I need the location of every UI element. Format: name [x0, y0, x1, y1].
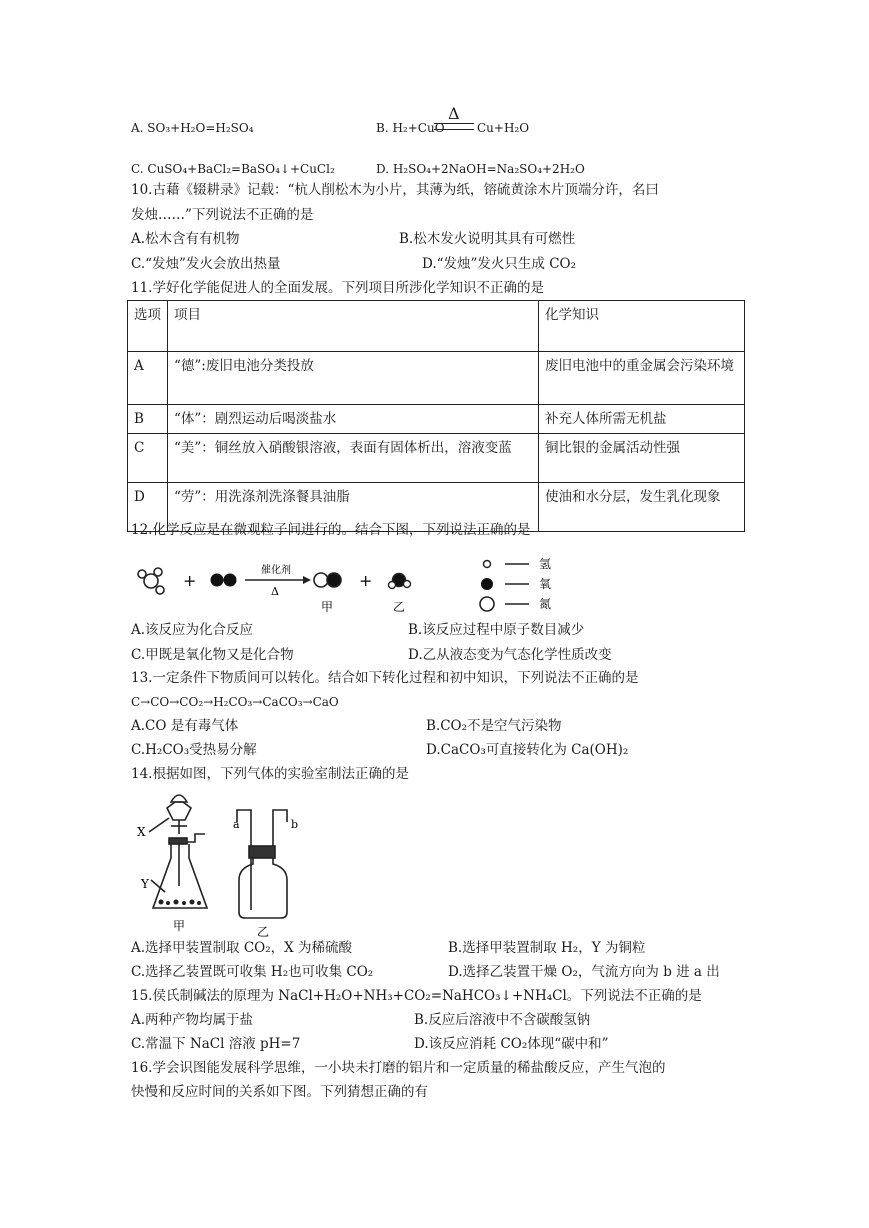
- q14-option-d: D.选择乙装置干燥 O₂，气流方向为 b 进 a 出: [448, 964, 720, 980]
- table-row: [128, 352, 745, 405]
- q9-option-b-delta: Δ: [448, 104, 460, 123]
- label-jia: 甲: [321, 600, 334, 614]
- label-y: Y: [141, 877, 149, 891]
- h2o-molecule-icon: [389, 574, 411, 589]
- label-a: a: [233, 818, 240, 831]
- table-row: [128, 434, 745, 483]
- legend-nitrogen: 氮: [539, 597, 552, 611]
- label-yi: 乙: [393, 600, 406, 614]
- solid-particles: [159, 900, 202, 906]
- row-knowledge: 废旧电池中的重金属会污染环境: [539, 352, 745, 405]
- q12-option-d: D.乙从液态变为气态化学性质改变: [408, 647, 612, 663]
- q16-stem-line2: 快慢和反应时间的关系如下图。下列猜想正确的有: [131, 1084, 428, 1100]
- no-molecule-icon: [314, 573, 341, 587]
- table-row: [128, 405, 745, 434]
- q10-option-c: C.“发烛”发火会放出热量: [131, 256, 281, 272]
- plus-sign-1: +: [183, 571, 197, 590]
- o2-molecule-icon: [211, 574, 237, 587]
- q9-option-b-left: B. H₂+CuO: [376, 121, 445, 135]
- q14-option-a: A.选择甲装置制取 CO₂，X 为稀硫酸: [131, 940, 353, 956]
- plus-sign-2: +: [359, 571, 373, 590]
- legend-hydrogen: 氢: [539, 557, 552, 571]
- row-option: B: [128, 405, 168, 434]
- legend: [480, 557, 551, 611]
- q14-stem: 14.根据如图，下列气体的实验室制法正确的是: [131, 766, 409, 782]
- q13-stem: 13.一定条件下物质间可以转化。结合如下转化过程和初中知识，下列说法不正确的是: [131, 670, 639, 686]
- table-header-row: [128, 301, 745, 352]
- row-option: A: [128, 352, 168, 405]
- label-yi: 乙: [257, 925, 270, 939]
- label-jia: 甲: [173, 919, 186, 933]
- row-item: “劳”：用洗涤剂洗涤餐具油脂: [168, 483, 539, 532]
- q14-option-b: B.选择甲装置制取 H₂，Y 为铜粒: [448, 940, 646, 956]
- q14-option-c: C.选择乙装置既可收集 H₂也可收集 CO₂: [131, 964, 374, 980]
- nh3-molecule-icon: [138, 568, 164, 594]
- q9-option-b-right: Cu+H₂O: [477, 121, 530, 135]
- q13-option-a: A.CO 是有毒气体: [131, 718, 239, 734]
- q10-stem-line1: 10.古藉《辍耕录》记载：“杭人削松木为小片，其薄为纸，镕硫黄涂木片顶端分许，名曰: [131, 182, 659, 198]
- q11-stem: 11.学好化学能促进人的全面发展。下列项目所涉化学知识不正确的是: [131, 280, 544, 296]
- q12-option-a: A.该反应为化合反应: [131, 622, 254, 638]
- q13-option-d: D.CaCO₃可直接转化为 Ca(OH)₂: [426, 742, 629, 758]
- row-option: D: [128, 483, 168, 532]
- label-x: X: [137, 825, 146, 839]
- gas-bottle-yi-icon: [237, 810, 287, 918]
- reaction-arrow-icon: [245, 576, 311, 584]
- nitrogen-atom-icon: [480, 597, 494, 611]
- row-item: “体”：剧烈运动后喝淡盐水: [168, 405, 539, 434]
- q9-option-c: C. CuSO₄+BaCl₂=BaSO₄↓+CuCl₂: [131, 162, 335, 176]
- q15-stem: 15.侯氏制碱法的原理为 NaCl+H₂O+NH₃+CO₂=NaHCO₃↓+NH₄Cl。下列说法不正确的是: [131, 988, 702, 1004]
- q12-option-c: C.甲既是氧化物又是化合物: [131, 647, 294, 663]
- q12-option-b: B.该反应过程中原子数目减少: [408, 622, 585, 638]
- heat-label: Δ: [271, 585, 279, 598]
- header-option: 选项: [128, 301, 168, 352]
- header-item: 项目: [168, 301, 539, 352]
- q10-option-b: B.松木发火说明其具有可燃性: [399, 231, 576, 247]
- q14-apparatus-figure: [131, 790, 321, 940]
- flask-apparatus-jia-icon: [149, 795, 207, 908]
- row-item: “美”：铜丝放入硝酸银溶液，表面有固体析出，溶液变蓝: [168, 434, 539, 483]
- q11-table: [127, 300, 745, 532]
- q10-option-a: A.松木含有有机物: [131, 231, 240, 247]
- header-knowledge: 化学知识: [539, 301, 745, 352]
- q9-option-a: A. SO₃+H₂O=H₂SO₄: [131, 121, 254, 135]
- q13-option-c: C.H₂CO₃受热易分解: [131, 742, 257, 758]
- row-item: “德”:废旧电池分类投放: [168, 352, 539, 405]
- q12-reaction-figure: [131, 544, 611, 620]
- oxygen-atom-icon: [481, 578, 493, 590]
- row-knowledge: 使油和水分层，发生乳化现象: [539, 483, 745, 532]
- catalyst-label: 催化剂: [261, 565, 291, 576]
- row-knowledge: 补充人体所需无机盐: [539, 405, 745, 434]
- label-b: b: [291, 818, 299, 831]
- q13-option-b: B.CO₂不是空气污染物: [426, 718, 562, 734]
- q16-stem-line1: 16.学会识图能发展科学思维，一小块未打磨的铝片和一定质量的稀盐酸反应，产生气泡的: [131, 1060, 666, 1076]
- q9-option-d: D. H₂SO₄+2NaOH=Na₂SO₄+2H₂O: [376, 162, 585, 176]
- q10-option-d: D.“发烛”发火只生成 CO₂: [422, 256, 577, 272]
- row-knowledge: 铜比银的金属活动性强: [539, 434, 745, 483]
- q15-option-a: A.两种产物均属于盐: [131, 1012, 254, 1028]
- row-option: C: [128, 434, 168, 483]
- q13-chain: C→CO→CO₂→H₂CO₃→CaCO₃→CaO: [131, 695, 339, 709]
- q15-option-d: D.该反应消耗 CO₂体现“碳中和”: [414, 1036, 609, 1052]
- q9-equals-bar: [434, 123, 474, 130]
- hydrogen-atom-icon: [484, 561, 491, 568]
- legend-oxygen: 氧: [539, 577, 552, 591]
- q12-stem: 12.化学反应是在微观粒子间进行的。结合下图，下列说法正确的是: [131, 522, 531, 538]
- q15-option-c: C.常温下 NaCl 溶液 pH=7: [131, 1036, 301, 1052]
- q15-option-b: B.反应后溶液中不含碳酸氢钠: [414, 1012, 591, 1028]
- q10-stem-line2: 发烛……”下列说法不正确的是: [131, 207, 314, 223]
